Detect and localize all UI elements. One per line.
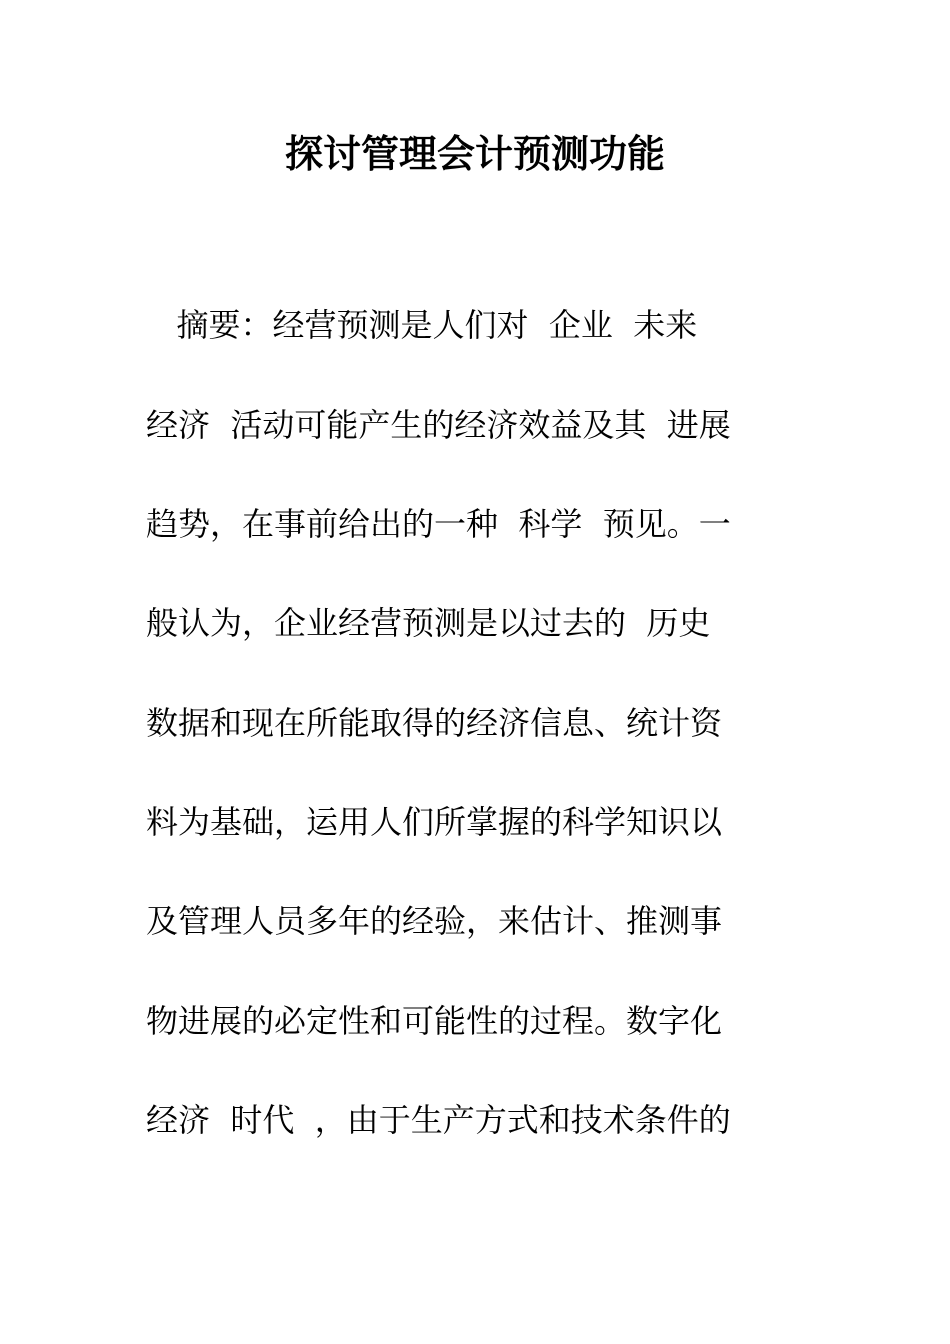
document-title: 探讨管理会计预测功能 xyxy=(284,131,665,176)
paragraph-line: 摘要：经营预测是人们对 企业 未来 xyxy=(146,306,698,344)
paragraph-line: 物进展的必定性和可能性的过程。数字化 xyxy=(146,1002,723,1040)
paragraph-line: 及管理人员多年的经验，来估计、推测事 xyxy=(146,902,723,940)
paragraph-line: 趋势，在事前给出的一种 科学 预见。一 xyxy=(146,505,731,543)
paragraph-line: 数据和现在所能取得的经济信息、统计资 xyxy=(146,704,723,742)
paragraph-line: 般认为，企业经营预测是以过去的 历史 xyxy=(146,604,711,642)
paragraph-line: 料为基础，运用人们所掌握的科学知识以 xyxy=(146,803,723,841)
paragraph-line: 经济 活动可能产生的经济效益及其 进展 xyxy=(146,406,731,444)
paragraph-line: 经济 时代 ，由于生产方式和技术条件的 xyxy=(146,1101,731,1139)
